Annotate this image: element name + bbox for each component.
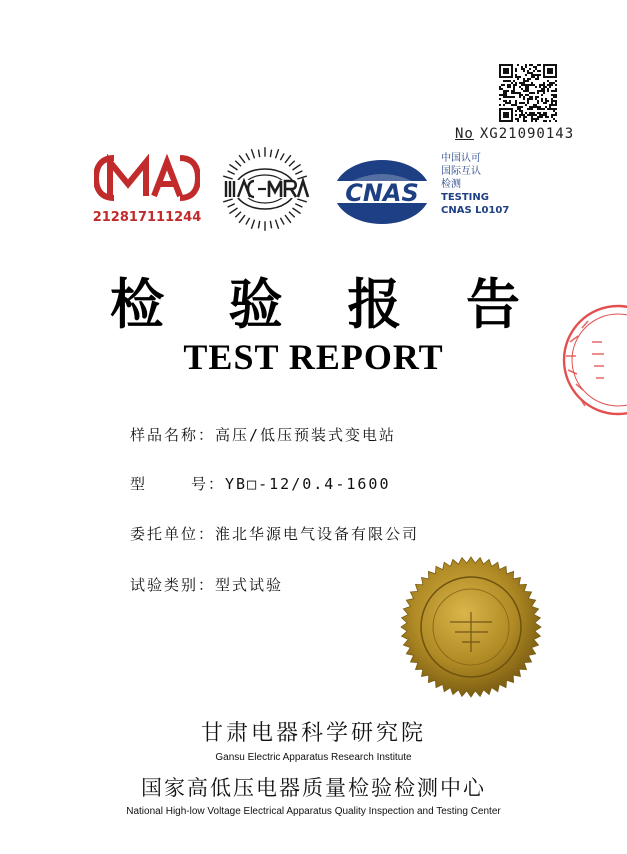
report-number: [455, 126, 574, 142]
field-client: [130, 523, 419, 544]
cnas-wordmark: CNAS: [345, 179, 419, 207]
field-label: 委托单位：: [130, 525, 216, 543]
field-value: 淮北华源电气设备有限公司: [215, 525, 420, 543]
cma-number: 212817111244: [92, 210, 202, 225]
title-char: 告: [465, 273, 520, 336]
red-seal-icon: [552, 302, 627, 418]
field-test-type: [130, 574, 283, 595]
field-label: 号：: [191, 475, 226, 493]
cnas-logo: [330, 156, 434, 228]
field-value: 高压/低压预装式变电站: [215, 426, 397, 444]
report-number-label: No: [455, 126, 474, 142]
testing-center-chinese: 国家高低压电器质量检验检测中心: [141, 776, 486, 800]
cnas-side-line: 国际互认: [441, 166, 481, 177]
cma-mark-icon: [94, 154, 200, 202]
field-label: 样品名称：: [130, 426, 216, 444]
title-english: TEST REPORT: [183, 337, 444, 377]
institute-name-english: Gansu Electric Apparatus Research Institute: [215, 752, 412, 763]
field-sample-name: [130, 424, 396, 445]
title-chinese: [110, 262, 520, 339]
cnas-side-line: TESTING: [441, 192, 489, 203]
cnas-side-line: 检测: [441, 179, 461, 190]
cnas-side-line: 中国认可: [441, 153, 481, 164]
field-model: [130, 473, 391, 494]
field-value: 型式试验: [215, 576, 284, 594]
field-value: YB□-12/0.4-1600: [225, 475, 391, 493]
cma-logo: [94, 154, 200, 228]
cnas-accreditation-text: [441, 152, 511, 217]
report-number-value: XG21090143: [479, 126, 575, 142]
title-char: 检: [110, 273, 164, 336]
title-char: 报: [347, 273, 402, 336]
testing-center-english: National High-low Voltage Electrical Apparatus Quality Inspection and Testing Center: [126, 806, 501, 817]
field-label: 试验类别：: [130, 576, 216, 594]
cnas-side-line: CNAS L0107: [441, 205, 510, 216]
institute-name-chinese: 甘肃电器科学研究院: [200, 721, 426, 746]
field-label: 型: [130, 475, 148, 493]
qr-code: [499, 64, 557, 122]
ilac-mra-logo: [218, 144, 312, 234]
gold-seal-icon: [400, 556, 542, 698]
title-char: 验: [228, 273, 283, 336]
